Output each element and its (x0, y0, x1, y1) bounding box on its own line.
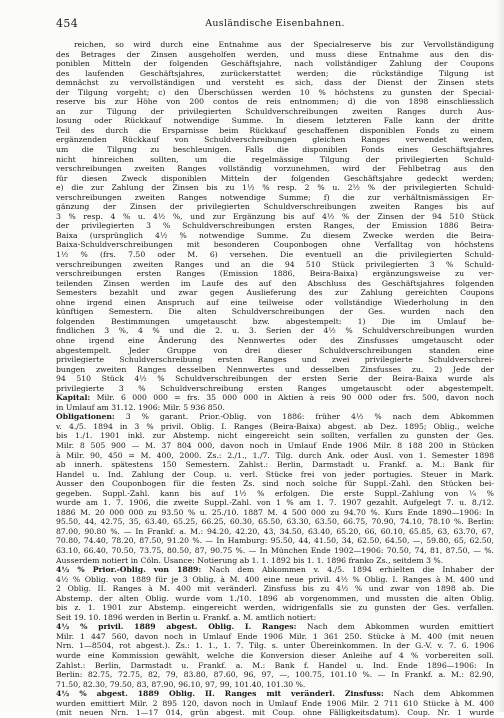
text-line: à Milr. 90, 450 = M. 400, 2000. Zs.: 2./1., 1./7. Tilg. durch Ank. oder Ausl. von 1. Semester 1898 (56, 450, 494, 460)
text-line: verschreibungen zweiten Ranges vollständig vorzunehmen, wird der Fehlbetrag aus den (56, 164, 494, 174)
text-line: 4½ % Oblig. von 1889 für je 3 Oblig. à M. 400 eine neue privil. 4½ % Oblig. I. Ranges à M. 400 und (56, 574, 494, 584)
text-line: nicht hinreichen sollten, um die regelmässige Tilgung der privilegierten Schuld- (56, 154, 494, 164)
text-line: Kapital: Milr. 6 000 000 = frs. 35 000 000 in Aktien à reis 90 000 oder frs. 500, davon noch (56, 393, 494, 403)
text-line: um die Tilgung zu beschleunigen. Falls die disponiblen Fonds eines Geschäftsjahres (56, 145, 494, 155)
body-text (56, 40, 495, 718)
text-line: v. 4./5. 1894 in 3 % privil. Oblig. I. Ranges (Beira-Baixa) abgest. ab Dez. 1895; Oblig., welche (56, 421, 494, 431)
text-line: künftigen Semestern. Die alten Schuldverschreibungen der Ges. wurden nach den (56, 307, 494, 317)
text-line: für diesen Zweck disponiblen Mitteln der folgenden Geschäftsjahre gedeckt werden; (56, 173, 494, 183)
text-line: privilegierte Schuldverschreibung ersten Ranges und zwei privilegierte Schuldverschrei- (56, 355, 494, 365)
text-line: 70.80, 74.40, 78.20, 87.50, 91.20 %. — In Hamburg: 95.50, 44, 41.50, 34, 62.50, 64.50, —, 59.80, 65, 62.50, (56, 536, 494, 546)
text-line: Abstemp. der alten Oblig. wurde vom 1./10. 1896 ab vorgenommen, und mussten die alten Oblig. (56, 593, 494, 603)
text-line: folgenden Bestimmungen umgetauscht bzw. abgestempelt: 1) Die im Umlauf be- (56, 316, 494, 326)
section-heading: Kapital: (56, 393, 91, 403)
text-line: verschreibungen ersten Ranges (Emission 1886, Beira-Baixa) ergänzungsweise zu ver- (56, 269, 494, 279)
text-line: gegeben. Suppl.-Zahl. kann bis auf 1½ % erfolgen. Die erste Suppl.-Zahlung von ¼ % (56, 488, 494, 498)
text-line: Milr. 1 447 560, davon noch in Umlauf Ende 1906 Milr. 1 361 250. Stücke à M. 400 (mit neuen (56, 631, 494, 641)
section-heading: 4½ % abgest. 1889 Oblig. II. Ranges mit veränderl. Zinsfuss: (56, 689, 384, 699)
page-edge-shadow (496, 0, 504, 712)
text-line: Teil des durch die Ersparnisse beim Rückkauf geschaffenen disponiblen Fonds zu einem (56, 125, 494, 135)
text-line: an zur Tilgung der privilegierten Schuldverschreibungen zweiten Ranges durch Aus- (56, 106, 494, 116)
text-line: Milr. 8 505 900 — M. 37 804 000, davon noch in Umlauf Ende 1906 Milr. 8 188 200 in Stücken (56, 440, 494, 450)
text-line: der privilegierten 3 % Schuldverschreibungen ersten Ranges, der Emission 1886 Beira- (56, 221, 494, 231)
text-line: bis z. 1. 1901 zur Abstemp. eingereicht werden, widrigenfalls sie zu gunsten der Ges. verfallen. (56, 603, 494, 613)
text-line: des Betrages der Zinsen ausgeholfen werden, und muss diese Entnahme aus den dis- (56, 49, 494, 59)
text-line: gänzung der Zinsen der privilegierten Schuldverschreibungen zweiten Ranges bis auf (56, 202, 494, 212)
text-line: 95.50, 44, 42.75, 35, 63.40, 65.25, 66.25, 60.30, 65.50, 63.30, 63.50, 66.75, 70.90, 74.10, 78.10 %. Berlin: (56, 517, 494, 527)
text-line: bungen zweiten Ranges desselben Nennwertes und desselben Zinsfusses zu. 2) Jede der (56, 364, 494, 374)
text-line: 94 510 Stück 4½ % Schuldverschreibungen der ersten Serie der Beira-Baixa wurde als (56, 374, 494, 384)
text-line: reserve bis zur Höhe von 200 contos de reis entnommen; d) die von 1898 einschliesslich (56, 97, 494, 107)
text-line: e) die zur Zahlung der Zinsen bis zu 1½ % resp. 2 % u. 2½ % der privilegierten Schuld- (56, 183, 494, 193)
text-line: losung oder Rückkauf notwendige Summe. In diesem letzteren Falle kann der dritte (56, 116, 494, 126)
text-line: 71.50, 82.30, 79.50, 83, 87.90, 96.10, 97, 99, 101.40, 101.30 %. (56, 679, 306, 689)
text-line: 1886 M. 20 000 000 zu 93.50 % u. 25./10. 1887 M. 4 500 000 zu 94.70 %. Kurs Ende 1890—1906: In (56, 507, 494, 517)
section-heading: Obligationen: (56, 412, 115, 422)
text-line: 63.10, 66.40, 70.50, 73.75, 80.50, 87, 90.75 %. — In München Ende 1902—1906: 70.50, 74, 81, 87.50, — %. (56, 545, 494, 555)
text-line: 1½ % (frs. 7.50 oder M. 6) versehen. Die eventuell an die privilegierten Schuld- (56, 250, 494, 260)
text-line: wurde am 1. 7. 1906, die zweite Suppl.-Zahl. von 1 % am 1. 7. 1907 gezahlt. Aufgelegt 7. u. 8./12. (56, 498, 494, 508)
text-line: 4½ % Prior.-Oblig. von 1889: Nach dem Abkommen v. 4./5. 1894 erhielten die Inhaber der (56, 565, 494, 575)
text-line: Seit 19. 10. 1896 werden in Berlin u. Frankf. a. M. amtlich notiert: (56, 612, 317, 622)
text-line: ergänzenden Rückkauf von Schuldverschreibungen gleichen Ranges verwendet werden, (56, 135, 494, 145)
text-line: (mit neuen Nrn. 1—17 014, grün abgest. mit Coup. ohne Fälligkeitsdatum). Coup. Nr. 1 wurde (56, 708, 494, 718)
text-line: 4½ % privil. 1889 abgest. Oblig. I. Ranges: Nach dem Abkommen wurden emittiert (56, 622, 494, 632)
text-line: demnächst zu vervollständigen und versteht es sich, dass der Dienst der Zinsen stets (56, 78, 494, 88)
text-line: ohne irgend einen Anspruch auf eine teilweise oder vollständige Wiederholung in den (56, 297, 494, 307)
text-line: Baixa (ursprünglich 4½ % notwendige Summe. Zu diesem Zwecke werden die Beira- (56, 230, 494, 240)
text-line: findlichen 3 %, 4 % und die 2. u. 3. Serien der 4½ % Schuldverschreibungen wurden (56, 326, 494, 336)
text-line: Nrn. 1—8504, rot abgest.). Zs.: 1. 1., 1. 7. Tilg. s. unter Übereinkommen. In der G.-V. v. 7. 6. 1906 (56, 641, 494, 651)
text-line: wurden emittiert Milr. 2 895 120, davon noch in Umlauf Ende 1906 Milr. 2 711 610 Stücke à M. 400 (56, 698, 494, 708)
text-line: reichen, so wird durch eine Entnahme aus der Specialreserve bis zur Vervollständigung (74, 40, 494, 49)
text-line: privilegierte 3 % Schuldverschreibung ersten Ranges umgetauscht oder abgestempelt. (56, 383, 494, 393)
text-line: teilenden Zinsen werden im Laufe des auf den Abschluss des Geschäftsjahres folgenden (56, 278, 494, 288)
text-line: der Tilgung vorgeht; c) den Überschüssen werden 10 % höchstens zu gunsten der Special- (56, 87, 494, 97)
text-line: Obligationen: 3 % garant. Prior.-Oblig. von 1886: früher 4½ % nach dem Abkommen (56, 412, 494, 422)
text-line: 2 Oblig. II. Ranges à M. 400 mit veränderl. Zinsfuss bis zu 4½ % und zwar von 1898 ab. Die (56, 584, 494, 594)
running-title: Ausländische Eisenbahnen. (205, 18, 345, 29)
page-header (56, 17, 494, 31)
text-line: Ausser den Couponbogen für die festen Zs. sind noch solche für Suppl.-Zahl. den Stücken bei- (56, 479, 494, 489)
text-line: ab innerh. spätestens 150 Semestern. Zahlst.: Berlin, Darmstadt u. Frankf. a. M.: Bank für (56, 460, 494, 470)
text-line: poniblen Mitteln der folgenden Geschäftsjahre, nach vollständiger Zahlung der Coupons (56, 59, 494, 69)
text-line: Baixa-Schuldverschreibungen mit besonderen Couponbogen ohne Verfalltag von höchstens (56, 240, 494, 250)
text-line: des laufenden Geschäftsjahres, zurückerstattet werden; die rückständige Tilgung ist (56, 68, 494, 78)
text-line: Handel u. Ind. Zahlung der Coup. u. verl. Stücke frei von jeder portugies. Steuer in Mark. (56, 469, 494, 479)
text-line: verschreibungen zweiten Ranges und an die 94 510 Stück privilegierten 3 % Schuld- (56, 259, 494, 269)
text-line: Ausserdem notiert in Cöln. Usance: Notierung ab 1. 1. 1892 bis 1. 1. 1896 franko Zs., seitdem 3 %. (56, 555, 444, 565)
text-line: wurde eine Kommission gewählt, welche die Konversion dieser Anleihe auf 4 % vorbereiten soll. (56, 651, 494, 660)
page-number: 454 (56, 17, 79, 30)
section-heading: 4½ % privil. 1889 abgest. Oblig. I. Ranges: (56, 622, 297, 632)
text-line: ohne irgend eine Änderung des Nennwertes oder des Zinsfusses umgetauscht oder (56, 335, 494, 345)
section-heading: 4½ % Prior.-Oblig. von 1889: (56, 565, 202, 575)
text-line: 3 % resp. 4 % u. 4½ %, und zur Ergänzung bis auf 4½ % der Zinsen der 94 510 Stück (56, 211, 494, 221)
text-line: in Umlauf am 31.12. 1906: Milr. 5 936 850. (56, 402, 225, 412)
text-line: verschreibungen zweiten Ranges notwendige Summe; f) die zur verhältnismässigen Er- (56, 192, 494, 202)
text-line: Zahlst.: Berlin, Darmstadt u. Frankf. a. M.: Bank f. Handel u. Ind. Ende 1896—1906: In (56, 660, 494, 670)
text-line: 4½ % abgest. 1889 Oblig. II. Ranges mit veränderl. Zinsfuss: Nach dem Abkommen (56, 689, 495, 699)
text-line: abgestempelt. Jeder Gruppe von drei dieser Schuldverschreibungen standen eine (56, 345, 494, 355)
text-line: 87.00, 90.80 %. — In Frankf. a. M.: 94.20, 42.20, 43, 34.50, 63.40, 65.20, 66, 60.10, 65.85, 63, 63.70, 67, (56, 526, 494, 536)
text-line: bis 1./1. 1901 inkl. zur Abstemp. nicht eingereicht sein sollten, verfallen zu gunsten der Ges. (56, 431, 494, 441)
text-line: Berlin: 82.75, 72.75, 82, 79, 83.80, 87.60, 96, 97, —, 100.75, 101.10 %. — In Frankf. a. M.: 82.90, (56, 670, 494, 680)
text-line: Semesters bezahlt und zwar gegen Auslieferung des zur Zahlung gereichten Coupons (56, 288, 494, 298)
